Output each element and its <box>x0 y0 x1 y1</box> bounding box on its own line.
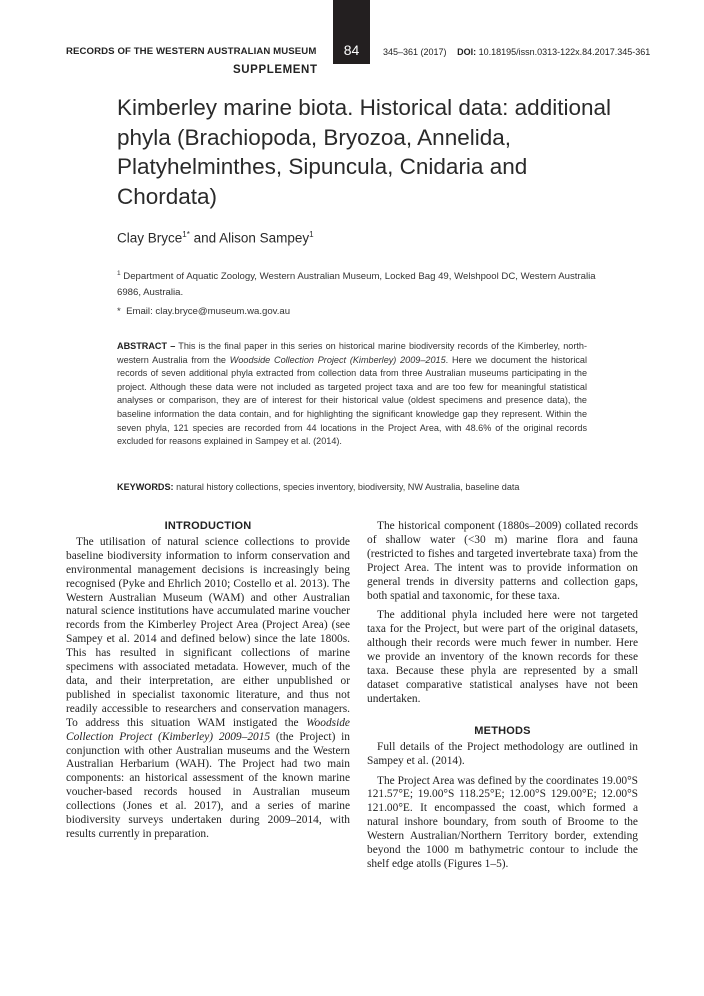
citation-info <box>383 47 650 57</box>
author-name: Clay Bryce <box>117 230 183 246</box>
email-text: Email: clay.bryce@museum.wa.gov.au <box>126 306 291 317</box>
paragraph-text-continued: (the Project) in conjunction with other Australian museums and the Western Australian Herbarium (WAH). The Project had two main components: an historical assessment of the known marine voucher-based records housed in Australian museum collections (Jones et al. 2017), and a series of marine biodiversity surveys undertaken during 2009–2014, with results currently in preparation. <box>66 730 350 840</box>
right-column <box>367 520 638 878</box>
author-affiliation-marker: 1* <box>182 230 190 239</box>
methods-heading: METHODS <box>474 724 531 737</box>
volume-number: 84 <box>343 42 360 58</box>
left-column <box>66 520 350 848</box>
author-list <box>117 230 314 246</box>
page-range: 345–361 (2017) <box>383 47 447 57</box>
project-name-italic: Woodside Collection Project (Kimberley) 2009–2015 <box>229 354 446 365</box>
keywords-text: natural history collections, species inventory, biodiversity, NW Australia, baseline data <box>176 482 520 492</box>
abstract-text: This is the final paper in this series on historical marine biodiversity records of the Kimberley, north-western Australia from the <box>117 341 587 365</box>
doi-value: 10.18195/issn.0313-122x.84.2017.345-361 <box>478 47 651 57</box>
affiliation-marker: 1 <box>117 270 121 277</box>
author-name: Alison Sampey <box>219 230 310 246</box>
email-marker: * <box>117 306 121 317</box>
journal-supplement: SUPPLEMENT <box>233 64 318 76</box>
author-affiliation-marker: 1 <box>309 230 314 239</box>
keywords-label: KEYWORDS: <box>117 482 174 492</box>
abstract <box>117 340 587 449</box>
corresponding-email <box>117 304 597 320</box>
author-conjunction: and <box>189 230 220 246</box>
doi-label: DOI: <box>457 47 477 57</box>
volume-number-tab <box>333 0 370 64</box>
affiliation-text: Department of Aquatic Zoology, Western Australian Museum, Locked Bag 49, Welshpool DC, Western Australia 6986, Australia. <box>117 271 596 299</box>
abstract-text-continued: . Here we document the historical records of seven additional phyla extracted from collection data from three Australian museums participating in the project. Although these data were not included as targeted project taxa and are too few for meaningful statistical analyses or comparison, they are of interest for their historical value (oldest specimens and presence data), the baseline information the data contain, and for highlighting the significant knowledge gap they represent. Within the seven phyla, 121 species are recorded from 44 locations in the Project Area, with 48.6% of the original records excluded for reasons explained in Sampey et al. (2014). <box>117 354 587 447</box>
introduction-paragraph <box>66 536 350 842</box>
keywords <box>117 482 597 492</box>
paragraph-text: The utilisation of natural science collections to provide baseline biodiversity information to inform conservation and environmental management decisions is increasingly being recognised (Pyke and Ehrlich 2010; Costello et al. 2013). The Western Australian Museum (WAM) and other Australian natural science institutions have accumulated marine voucher records from the Kimberley Project Area (Project Area) (see Sampey et al. 2014 and defined below) since the late 1800s. This has resulted in significant collections of marine specimens with associated metadata. However, much of the data, and their interpretation, are either unpublished or published in specialist taxonomic literature, and thus not readily accessible to researchers and conservation managers. To address this situation WAM instigated the <box>66 535 350 729</box>
introduction-heading: INTRODUCTION <box>164 520 252 532</box>
introduction-paragraph-2: The historical component (1880s–2009) collated records of shallow water (<30 m) marine flora and fauna (restricted to fishes and targeted invertebrate taxa) from the Project Area. The intent was to provide information on general trends in diversity patterns and collection gaps, both spatial and taxonomic, for these taxa. <box>367 520 638 602</box>
introduction-paragraph-3: The additional phyla included here were not targeted taxa for the Project, but were part of the original datasets, although their records were much fewer in number. Here we provide an inventory of the known records for these taxa. Because these phyla are represented by a small dataset comparative statistical analyses have not been undertaken. <box>367 609 638 705</box>
methods-paragraph-2: The Project Area was defined by the coordinates 19.00°S 121.57°E; 19.00°S 118.25°E; 12.00°S 129.00°E; 12.00°S 121.00°E. It encompassed the coast, which formed a natural inshore boundary, from south of Broome to the Western Australian/Northern Territory border, extending beyond the 1000 m bathymetric contour to include the shelf edge atolls (Figures 1–5). <box>367 774 638 870</box>
affiliation <box>117 266 597 301</box>
project-name-italic: Woodside Collection Project (Kimberley) 2009–2015 <box>66 716 350 743</box>
abstract-label: ABSTRACT – <box>117 341 176 351</box>
article-title: Kimberley marine biota. Historical data: additional phyla (Brachiopoda, Bryozoa, Annelida, Platyhelminthes, Sipuncula, Cnidaria and Chordata) <box>117 95 611 209</box>
methods-paragraph-1: Full details of the Project methodology are outlined in Sampey et al. (2014). <box>367 740 638 767</box>
journal-name: RECORDS OF THE WESTERN AUSTRALIAN MUSEUM <box>66 46 317 57</box>
